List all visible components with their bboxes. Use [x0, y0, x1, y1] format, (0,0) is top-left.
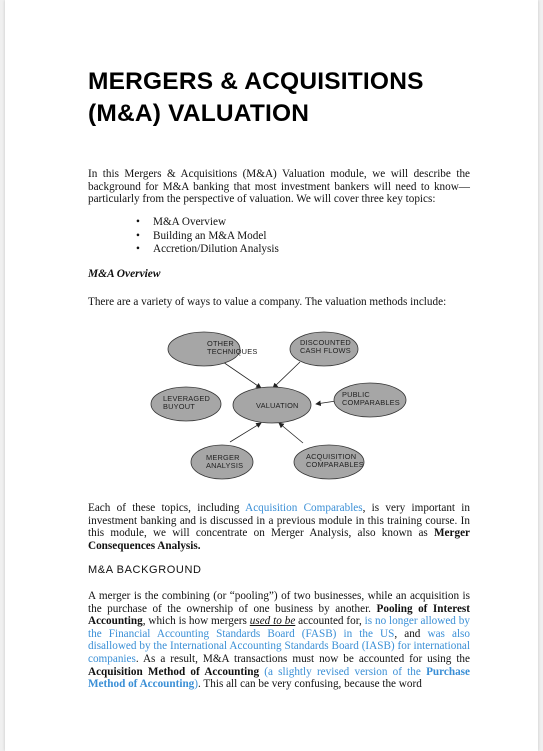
topic-list: [136, 216, 436, 257]
iasb-link[interactable]: was also disallowed by the International Accounting Standards Board (IASB) for international companies: [88, 627, 470, 665]
background-paragraph: [88, 590, 470, 691]
list-item: [136, 216, 436, 230]
list-item-text: Building an M&A Model: [153, 229, 267, 242]
node-label: CASH FLOWS: [300, 346, 351, 355]
topics-paragraph: [88, 502, 470, 552]
node-label: TECHNIQUES: [207, 347, 258, 356]
title-line-1: MERGERS & ACQUISITIONS: [88, 68, 424, 95]
methods-intro: There are a variety of ways to value a company. The valuation methods include:: [88, 296, 447, 308]
overview-heading: M&A Overview: [88, 268, 161, 280]
text-run: . This all can be very confusing, because the word: [198, 678, 422, 691]
node-label: ANALYSIS: [206, 461, 244, 470]
background-heading: M&A BACKGROUND: [88, 564, 202, 576]
revised-version-link-end[interactable]: ): [194, 678, 199, 691]
node-label: VALUATION: [256, 401, 299, 410]
valuation-methods-diagram: [148, 322, 408, 492]
bullet-icon: •: [136, 229, 140, 242]
arrow-discounted-cash-flows: [273, 362, 300, 388]
text-run: Each of these topics, including: [88, 502, 246, 514]
arrow-merger-analysis: [230, 423, 261, 442]
purchase-method-link[interactable]: Purchase Method of Accounting: [88, 665, 470, 691]
fasb-link[interactable]: is no longer allowed by the Financial Accounting Standards Board (FASB) in the US: [88, 615, 470, 640]
node-label: DISCOUNTED: [300, 338, 351, 347]
bullet-icon: •: [136, 243, 140, 256]
text-run: , and: [394, 627, 428, 640]
list-item: [136, 230, 436, 244]
acquisition-comparables-link[interactable]: Acquisition Comparables: [245, 502, 363, 514]
text-run: , which is how mergers: [142, 615, 250, 628]
arrow-acquisition-comparables: [279, 423, 303, 443]
document-page: [5, 0, 538, 751]
text-run: accounted for,: [295, 615, 365, 628]
node-label: OTHER: [207, 339, 234, 348]
list-item-text: M&A Overview: [153, 216, 227, 228]
text-run: , is very important in investment banking and is discussed in a previous module in this training course. In this module, we will concentrate on Merger Analysis, also known as: [88, 502, 470, 540]
acquisition-method-term: Acquisition Method of Accounting: [88, 665, 260, 678]
node-label: PUBLIC: [342, 390, 370, 399]
list-item-text: Accretion/Dilution Analysis: [153, 243, 279, 256]
text-run: A merger is the combining (or “pooling”) of two businesses, while an acquisition is the purchase of the ownership of one business by another.: [88, 590, 470, 615]
used-to-be-emphasis: used to be: [249, 615, 296, 628]
node-label: MERGER: [206, 453, 240, 462]
title-line-2: (M&A) VALUATION: [88, 100, 310, 127]
revised-version-link[interactable]: (a slightly revised version of the: [259, 665, 427, 678]
text-run: . As a result, M&A transactions must now be accounted for using the: [135, 652, 470, 665]
node-label: COMPARABLES: [306, 460, 364, 469]
node-label: BUYOUT: [163, 402, 195, 411]
pooling-of-interest-term: Pooling of Interest Accounting: [88, 602, 470, 628]
merger-consequences-term: Merger Consequences Analysis.: [88, 527, 470, 552]
bullet-icon: •: [136, 216, 140, 228]
node-label: COMPARABLES: [342, 398, 400, 407]
arrow-other-techniques: [223, 362, 261, 388]
list-item: [136, 243, 436, 257]
arrow-public-comparables: [316, 401, 336, 404]
document-title: [88, 66, 508, 130]
intro-paragraph: In this Mergers & Acquisitions (M&A) Valuation module, we will describe the background for M&A banking that most investment bankers will need to know—particularly from the perspective of valuation. We will cover three key topics:: [88, 168, 470, 206]
node-label: LEVERAGED: [163, 394, 210, 403]
node-label: ACQUISITION: [306, 452, 357, 461]
